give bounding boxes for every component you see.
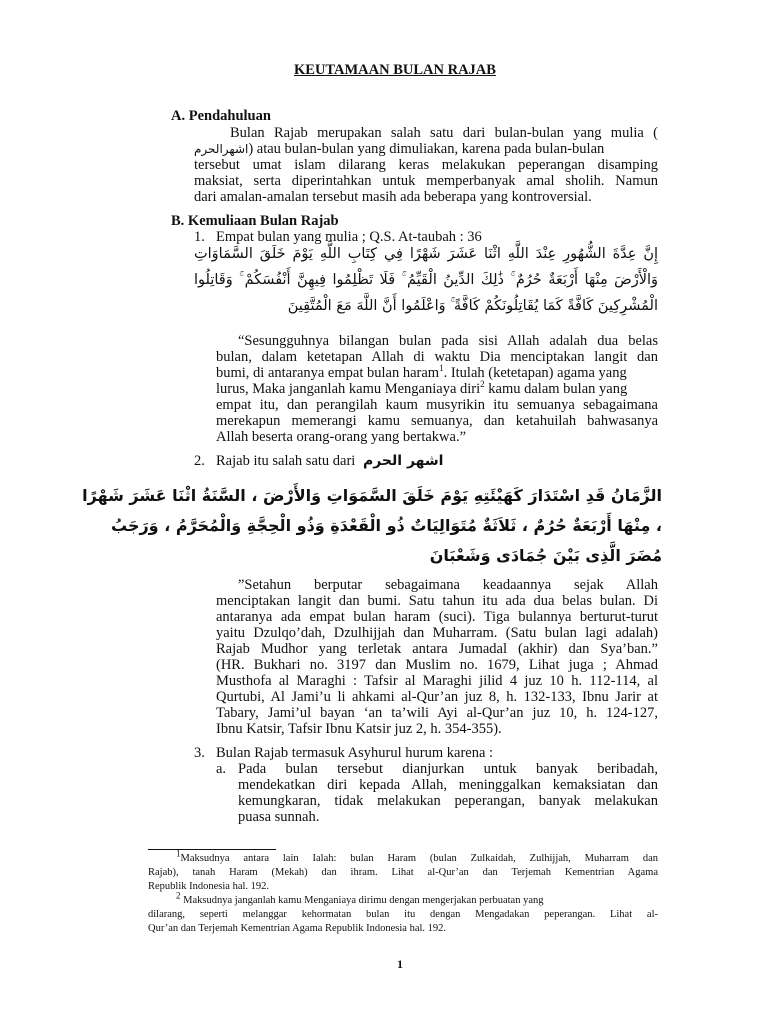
translation-2-line-8: Qurtubi, Al Jami’u li ahkami al-Qur’an juz 8, h. 132-133, Ibnu Jarir at [216,689,658,705]
item-3-text: Bulan Rajab termasuk Asyhurul hurum karena : [216,745,494,761]
translation-2-line-4: yaitu Dzulqo’dah, Dzulhijjah dan Muharram. (Satu bulan lagi adalah) [216,625,658,641]
item-3a-label: a. [216,761,227,777]
footnote-1-line-2: Rajab), tanah Haram (Mekah) dan ihram. Lihat al-Qur’an dan Terjemah Kementrian Agama [148,867,658,878]
translation-2-line-2: menciptakan langit dan bumi. Satu tahun itu ada dua belas bulan. Di [216,593,658,609]
item-2-label: 2. [194,453,205,469]
section-a-line-3: tersebut umat islam dilarang keras melakukan peperangan disamping [194,157,658,173]
item-1-label: 1. [194,229,205,245]
quran-verse-line-3: الْمُشْرِكِينَ كَافَّةً كَمَا يُقَاتِلُونَكُمْ كَافَّةً ۚ وَاعْلَمُوا أَنَّ اللَّهَ مَعَ الْمُتَّقِينَ [287,298,658,314]
quran-verse-line-2: وَالْأَرْضَ مِنْهَا أَرْبَعَةٌ حُرُمٌ ۚ ذَٰلِكَ الدِّينُ الْقَيِّمُ ۚ فَلَا تَظْلِمُوا فِيهِنَّ أَنْفُسَكُمْ ۚ وَقَاتِلُوا [194,272,658,288]
footnote-1-line-1 [176,848,658,866]
footnote-1-text: Maksudnya antara lain Ialah: bulan Haram (bulan Zulkaidah, Zulhijjah, Muharram dan [180,853,658,864]
arabic-term-asyhurul-hurum: اشهرالحرم [194,142,249,156]
footnote-ref-2[interactable]: 2 [480,379,485,390]
footnote-2-line-1 [176,890,658,908]
footnote-2-mark: 2 [176,890,181,901]
translation-1-line-3 [216,365,658,381]
hadith-line-3: مُضَرَ الَّذِى بَيْنَ جُمَادَى وَشَعْبَانَ [429,546,662,565]
translation-2-line-1: ”Setahun berputar sebagaimana keadaannya sejak Allah [238,577,658,593]
translation-1-line-2: bulan, dalam ketetapan Allah di waktu Dia menciptakan langit dan [216,349,658,365]
translation-1-line-3b: . Itulah (ketetapan) agama yang [443,365,627,381]
translation-2-line-6: (HR. Bukhari no. 3197 dan Muslim no. 1679, Lihat juga ; Ahmad [216,657,658,673]
footnote-1-line-3: Republik Indonesia hal. 192. [148,881,270,892]
footnote-2-line-3: Qur’an dan Terjemah Kementrian Agama Republik Indonesia hal. 192. [148,923,447,934]
translation-2-line-3: antaranya ada empat bulan haram (suci). Tiga bulannya berturut-turut [216,609,658,625]
item-3-label: 3. [194,745,205,761]
translation-1-line-4 [216,381,658,397]
item-3a-line-3: kemungkaran, tidak melakukan peperangan, banyak melakukan [238,793,658,809]
translation-1-line-7: Allah beserta orang-orang yang bertakwa.” [216,429,467,445]
page-number: 1 [397,957,403,971]
section-a-heading: A. Pendahuluan [171,108,271,124]
page-title: KEUTAMAAN BULAN RAJAB [294,62,496,78]
item-1-text: Empat bulan yang mulia ; Q.S. At-taubah : 36 [216,229,482,245]
footnote-separator [148,849,276,850]
footnote-1-mark: 1 [176,848,181,859]
section-b-heading: B. Kemuliaan Bulan Rajab [171,213,339,229]
footnote-ref-1[interactable]: 1 [439,363,444,374]
section-a-line-5: dari amalan-amalan tersebut masih ada beberapa yang kontroversial. [194,189,592,205]
translation-1-line-6: merekapun memerangi kamu semuanya, dan ketahuilah bahwasanya [216,413,658,429]
translation-1-line-5: empat itu, dan perangilah kaum musyrikin itu semuanya sebagaimana [216,397,658,413]
item-3a-line-4: puasa sunnah. [238,809,320,825]
translation-1-line-3a: bumi, di antaranya empat bulan haram [216,365,440,381]
footnote-2-text: Maksudnya janganlah kamu Menganiaya dirimu dengan mengerjakan perbuatan yang [180,895,544,906]
translation-2-line-5: Rajab Mudhor yang terletak antara Jumadal (akhir) dan Sya’ban.” [216,641,658,657]
item-3a-line-2: mendekatkan diri kepada Allah, meninggalkan kemaksiatan dan [238,777,658,793]
translation-1-line-4a: lurus, Maka janganlah kamu Menganiaya diri [216,381,481,397]
hadith-line-2: ، مِنْهَا أَرْبَعَةٌ حُرُمٌ ، ثَلاَثَةٌ مُتَوَالِيَاتٌ ذُو الْقَعْدَةِ وَذُو الْحِجَّةِ وَالْمُحَرَّمُ ، وَرَجَبُ [111,516,662,535]
item-3a-line-1: Pada bulan tersebut dianjurkan untuk banyak beribadah, [238,761,658,777]
translation-1-line-1: “Sesungguhnya bilangan bulan pada sisi Allah adalah dua belas [238,333,658,349]
item-2-text-label: Rajab itu salah satu dari [216,453,356,469]
arabic-term-asyhur-al-haram: اشهر الحرم [362,453,444,469]
translation-2-line-9: Tabary, Jami’ul bayan ‘an ta’wili Ayi al-Qur’an juz 10, h. 124-127, [216,705,658,721]
section-a-line-2-text: ) atau bulan-bulan yang dimuliakan, karena pada bulan-bulan [248,141,605,157]
section-a-line-4: maksiat, serta diperintahkan untuk memperbanyak amal sholih. Namun [194,173,658,189]
translation-1-line-4b: kamu dalam bulan yang [484,381,628,397]
translation-2-line-10: Ibnu Katsir, Tafsir Ibnu Katsir juz 2, h. 354-355). [216,721,502,737]
translation-2-line-7: Musthofa al Maraghi : Tafsir al Maraghi jilid 4 juz 10 h. 112-114, al [216,673,658,689]
footnote-2-line-2: dilarang, seperti melanggar kehormatan bulan itu dengan Mengadakan peperangan. Lihat al- [148,909,658,920]
hadith-line-1: الزَّمَانُ قَدِ اسْتَدَارَ كَهَيْئَتِهِ يَوْمَ خَلَقَ السَّمَوَاتِ وَالأَرْضَ ، السَّنَةُ اثْنَا عَشَرَ شَهْرًا [82,486,662,505]
section-a-line-1: Bulan Rajab merupakan salah satu dari bulan-bulan yang mulia ( [230,125,658,141]
item-2-text [216,453,443,469]
quran-verse-line-1: إِنَّ عِدَّةَ الشُّهُورِ عِنْدَ اللَّهِ اثْنَا عَشَرَ شَهْرًا فِي كِتَابِ اللَّهِ يَوْمَ خَلَقَ السَّمَاوَاتِ [194,246,658,262]
section-a-line-2 [194,141,658,157]
